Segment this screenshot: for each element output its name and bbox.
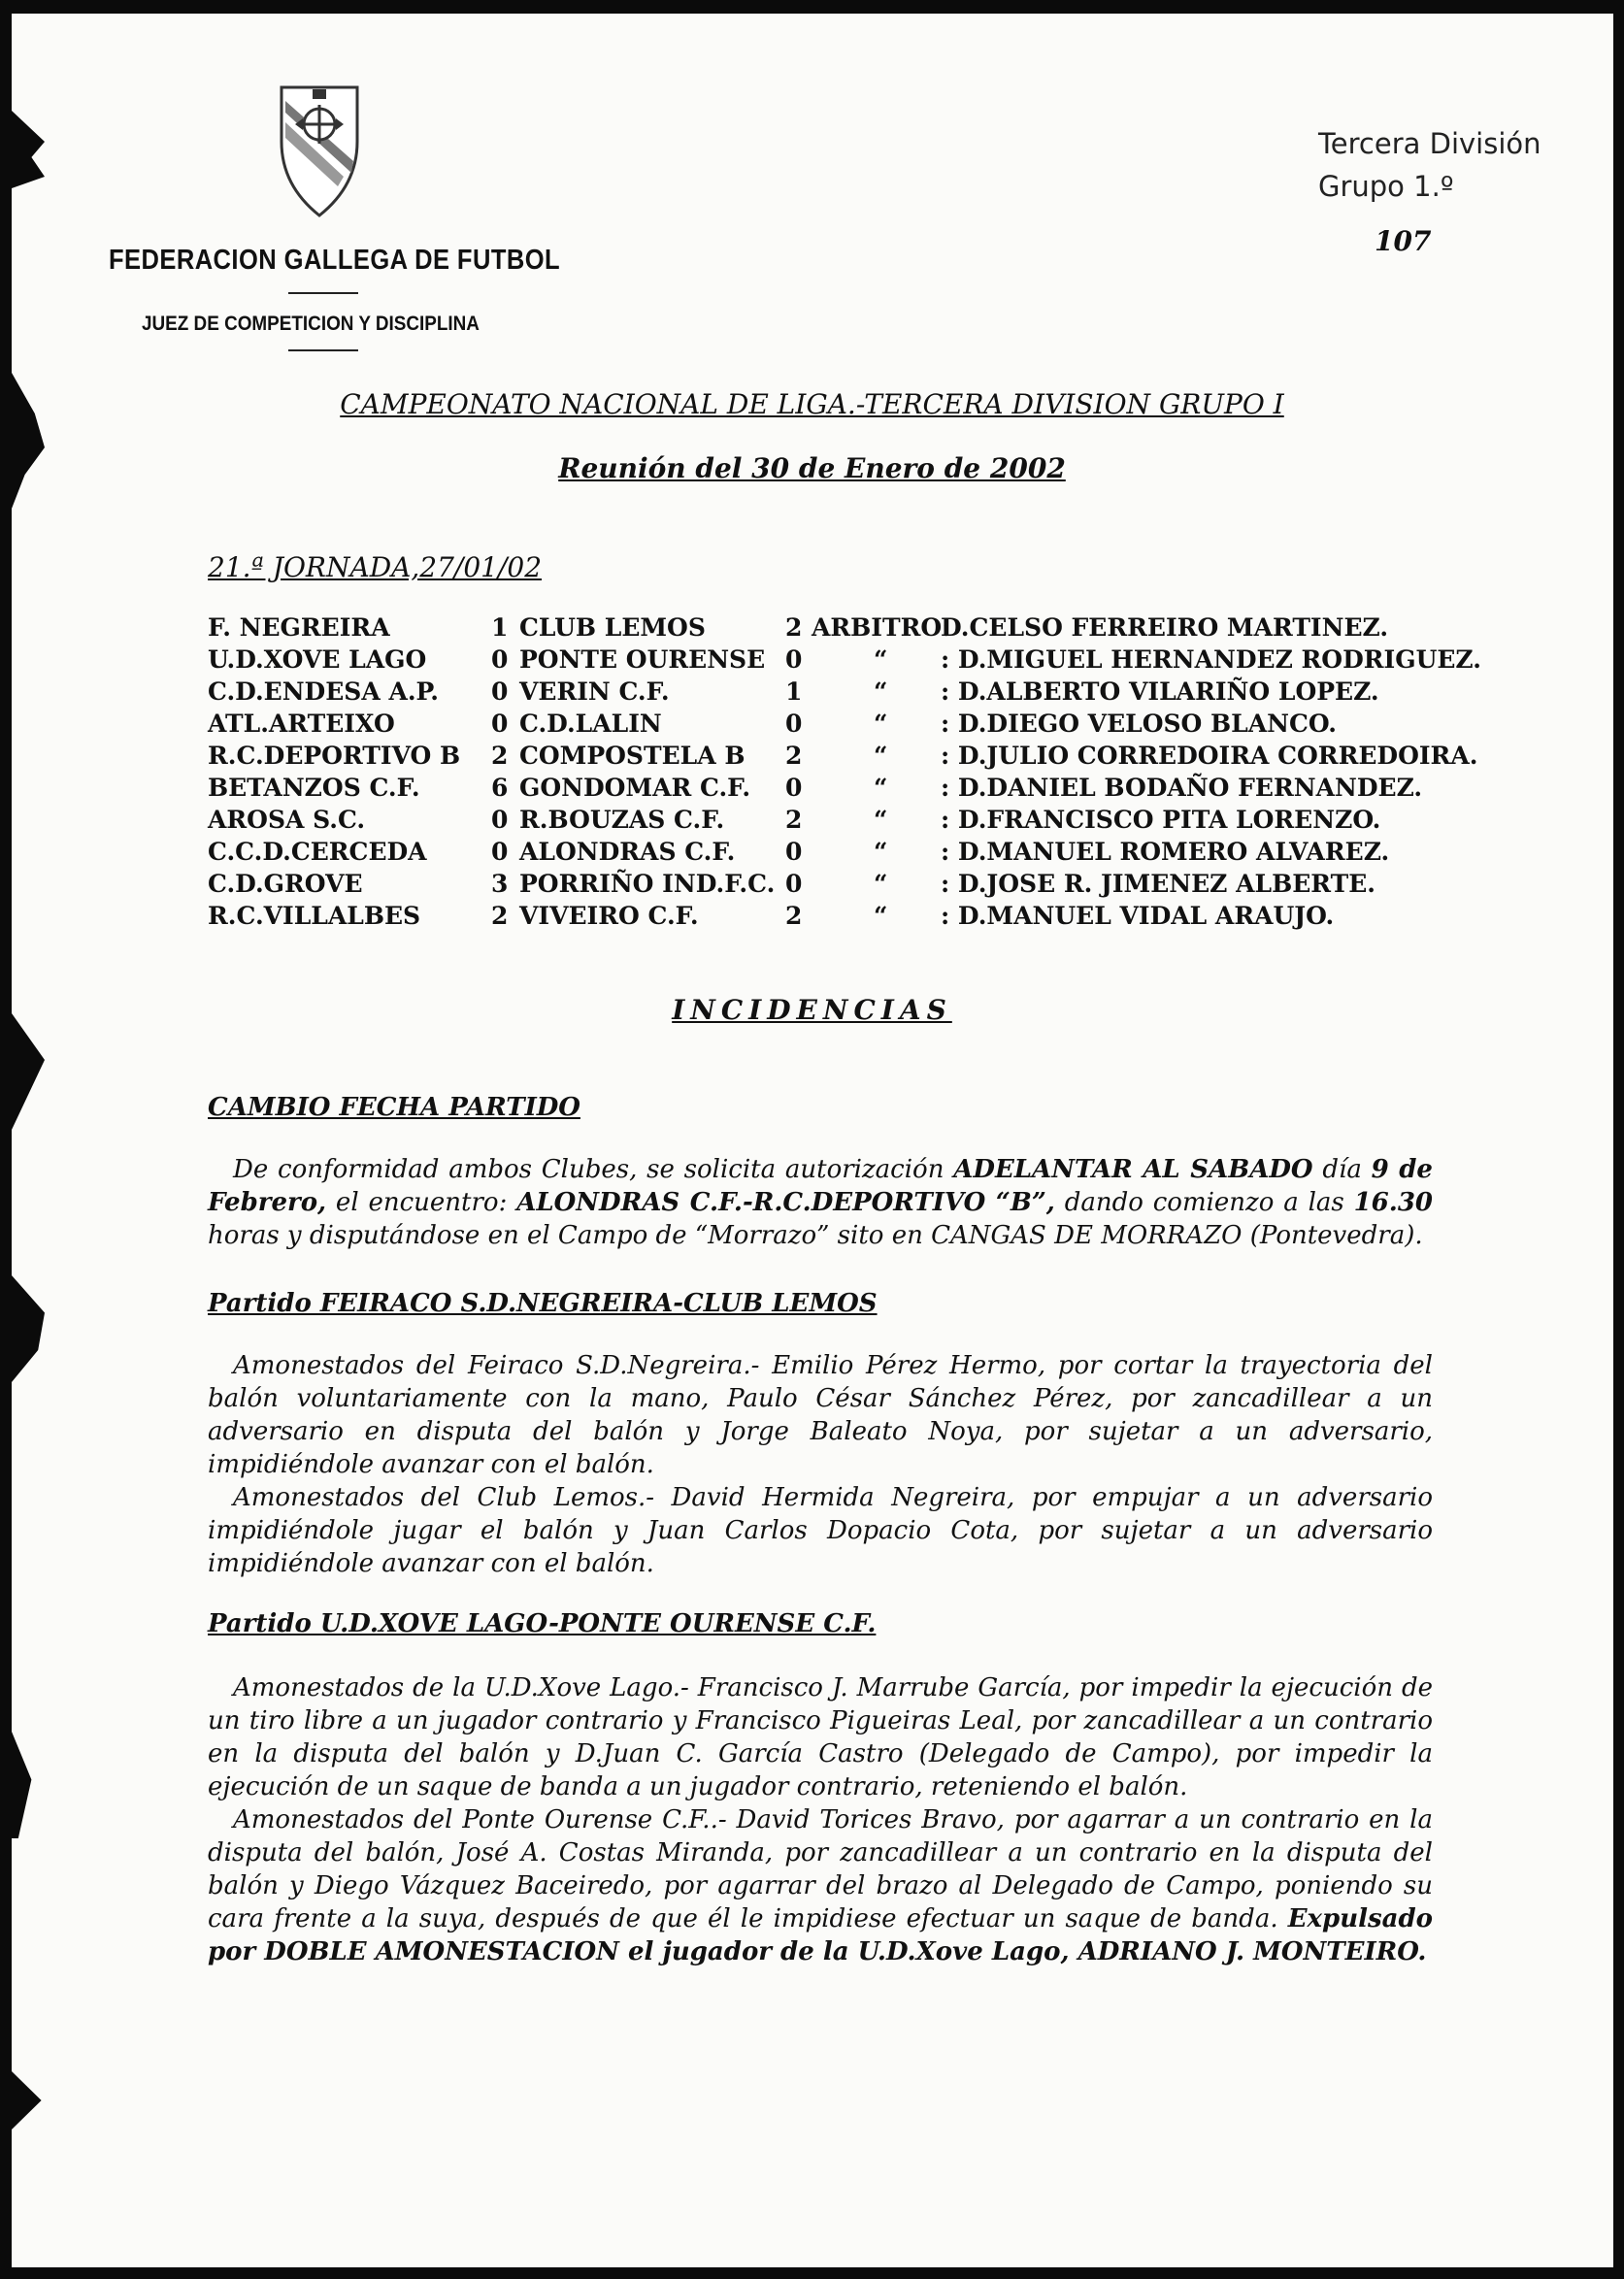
away-goals: 0 [785, 774, 803, 802]
home-goals: 3 [491, 870, 509, 898]
away-team: CLUB LEMOS [519, 613, 706, 642]
away-goals: 2 [785, 613, 803, 642]
referee-name: : D.FRANCISCO PITA LORENZO. [941, 806, 1381, 834]
home-team: C.D.ENDESA A.P. [208, 677, 439, 706]
home-goals: 0 [491, 710, 509, 738]
partido-1-text-2: Amonestados del Club Lemos.- David Hermida Negreira, por empujar a un adversario impidiéndole jugar el balón y Juan Carlos Dopacio Cota, por sujetar a un adversario impidiéndole avanzar con el balón. [208, 1483, 1433, 1578]
home-team: C.D.GROVE [208, 870, 363, 898]
away-goals: 0 [785, 710, 803, 738]
group-name: Grupo 1.º [1318, 170, 1454, 203]
division-name: Tercera División [1318, 127, 1541, 160]
referee-name: : D.MANUEL VIDAL ARAUJO. [941, 902, 1335, 930]
away-goals: 0 [785, 870, 803, 898]
away-team: R.BOUZAS C.F. [519, 806, 725, 834]
away-team: COMPOSTELA B [519, 742, 746, 770]
referee-label: “ [874, 645, 888, 674]
referee-name: D.CELSO FERREIRO MARTINEZ. [941, 613, 1389, 642]
partido-1-text-1: Amonestados del Feiraco S.D.Negreira.- Emilio Pérez Hermo, por cortar la trayectoria del balón voluntariamente con la mano, Paulo César Sánchez Pérez, por zancadillear a un adversario en disputa del balón y Jorge Baleato Noya, por sujetar a un adversario, impidiéndole avanzar con el balón. [208, 1351, 1433, 1479]
partido-2-paragraphs [208, 1671, 1433, 1968]
referee-label: “ [874, 710, 888, 738]
home-goals: 0 [491, 677, 509, 706]
division-label [1318, 122, 1541, 208]
referee-name: : D.MANUEL ROMERO ALVAREZ. [941, 838, 1390, 866]
away-goals: 2 [785, 902, 803, 930]
away-team: PONTE OURENSE [519, 645, 766, 674]
cambio-text: De conformidad ambos Clubes, se solicita autorización ADELANTAR AL SABADO día 9 de Febrero, el encuentro: ALONDRAS C.F.-R.C.DEPORTIVO “B”, dando comienzo a las 16.30 horas y disputándose en el Campo de “Morrazo” sito en CANGAS DE MORRAZO (Pontevedra). [208, 1155, 1434, 1250]
referee-name: : D.JULIO CORREDOIRA CORREDOIRA. [941, 742, 1478, 770]
federation-crest-icon [276, 83, 363, 219]
away-goals: 2 [785, 806, 803, 834]
home-team: F. NEGREIRA [208, 613, 390, 642]
referee-name: : D.JOSE R. JIMENEZ ALBERTE. [941, 870, 1375, 898]
home-goals: 2 [491, 742, 509, 770]
cambio-paragraph [208, 1153, 1433, 1252]
referee-label: “ [874, 838, 888, 866]
divider [288, 292, 358, 294]
referee-name: : D.DIEGO VELOSO BLANCO. [941, 710, 1337, 738]
torn-edge [12, 1275, 45, 1382]
torn-edge [12, 1013, 45, 1130]
home-goals: 6 [491, 774, 509, 802]
away-goals: 0 [785, 645, 803, 674]
home-team: ATL.ARTEIXO [208, 710, 395, 738]
referee-label: “ [874, 902, 888, 930]
partido-1-paragraphs [208, 1349, 1433, 1580]
page-number: 107 [1375, 225, 1432, 257]
home-goals: 0 [491, 645, 509, 674]
meeting-date: Reunión del 30 de Enero de 2002 [558, 452, 1066, 484]
away-team: GONDOMAR C.F. [519, 774, 751, 802]
home-goals: 2 [491, 902, 509, 930]
referee-name: : D.DANIEL BODAÑO FERNANDEZ. [941, 774, 1423, 802]
torn-edge [12, 111, 45, 188]
section-heading-partido-1: Partido FEIRACO S.D.NEGREIRA-CLUB LEMOS [208, 1289, 878, 1318]
torn-edge [12, 1732, 45, 1838]
away-goals: 0 [785, 838, 803, 866]
referee-name: : D.ALBERTO VILARIÑO LOPEZ. [941, 677, 1379, 706]
jornada-heading: 21.ª JORNADA,27/01/02 [208, 551, 543, 583]
away-team: VERIN C.F. [519, 677, 670, 706]
referee-label: “ [874, 677, 888, 706]
away-team: PORRIÑO IND.F.C. [519, 870, 776, 898]
away-goals: 1 [785, 677, 803, 706]
document-title: CAMPEONATO NACIONAL DE LIGA.-TERCERA DIVISION GRUPO I [340, 388, 1284, 420]
home-team: BETANZOS C.F. [208, 774, 420, 802]
referee-label: ARBITRO: [812, 613, 951, 642]
referee-label: “ [874, 774, 888, 802]
section-heading-cambio: CAMBIO FECHA PARTIDO [208, 1093, 580, 1122]
referee-name: : D.MIGUEL HERNANDEZ RODRIGUEZ. [941, 645, 1481, 674]
home-goals: 1 [491, 613, 509, 642]
away-goals: 2 [785, 742, 803, 770]
home-team: C.C.D.CERCEDA [208, 838, 427, 866]
referee-label: “ [874, 870, 888, 898]
home-team: R.C.DEPORTIVO B [208, 742, 461, 770]
home-goals: 0 [491, 806, 509, 834]
home-team: AROSA S.C. [208, 806, 366, 834]
referee-label: “ [874, 742, 888, 770]
partido-2-text-2: Amonestados del Ponte Ourense C.F..- David Torices Bravo, por agarrar a un contrario en la disputa del balón, José A. Costas Miranda, por zancadillear a un contrario en la disputa del balón y Diego Vázquez Baceiredo, por agarrar del brazo al Delegado de Campo, poniendo su cara frente a la suya, después de que él le impidiese efectuar un saque de banda. Expulsado por DOBLE AMONESTACION el jugador de la U.D.Xove Lago, ADRIANO J. MONTEIRO. [208, 1805, 1433, 1966]
away-team: ALONDRAS C.F. [519, 838, 736, 866]
home-team: U.D.XOVE LAGO [208, 645, 427, 674]
home-goals: 0 [491, 838, 509, 866]
home-team: R.C.VILLALBES [208, 902, 421, 930]
section-heading-partido-2: Partido U.D.XOVE LAGO-PONTE OURENSE C.F. [208, 1609, 877, 1638]
federation-name: FEDERACION GALLEGA DE FUTBOL [109, 245, 561, 276]
incidencias-heading: INCIDENCIAS [672, 994, 952, 1026]
committee-name: JUEZ DE COMPETICION Y DISCIPLINA [142, 313, 480, 335]
referee-label: “ [874, 806, 888, 834]
partido-2-text-1: Amonestados de la U.D.Xove Lago.- Francisco J. Marrube García, por impedir la ejecución de un tiro libre a un jugador contrario y Francisco Pigueiras Leal, por zancadillear a un contrario en la disputa del balón y D.Juan C. García Castro (Delegado de Campo), por impedir la ejecución de un saque de banda a un jugador contrario, reteniendo el balón. [208, 1673, 1433, 1801]
away-team: VIVEIRO C.F. [519, 902, 699, 930]
away-team: C.D.LALIN [519, 710, 662, 738]
torn-edge [12, 2071, 45, 2130]
divider [288, 349, 358, 351]
